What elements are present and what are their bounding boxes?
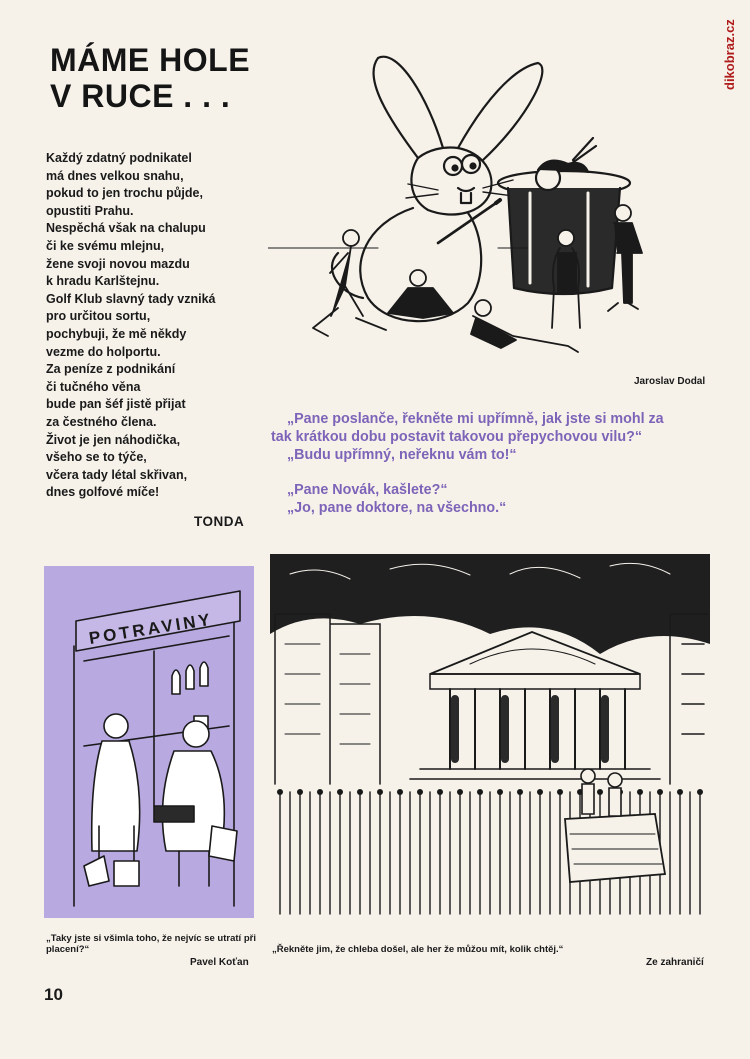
poem-line: má dnes velkou snahu, <box>46 168 184 183</box>
grocery-illustration <box>44 566 254 918</box>
poem-line: bude pan šéf jistě přijat <box>46 397 186 412</box>
poem-line: Každý zdatný podnikatel <box>46 151 192 165</box>
cartoon-credit: Pavel Koťan <box>190 957 249 968</box>
poem-line: žene svoji novou mazdu <box>46 256 190 271</box>
poem-line: všeho se to týče, <box>46 450 147 465</box>
poem-line: za čestného člena. <box>46 414 157 429</box>
poem-line: či ke svému mlejnu, <box>46 238 165 253</box>
article-title <box>50 42 250 114</box>
store-sign-text: POTRAVINY <box>87 609 215 648</box>
cartoon-credit: Ze zahraničí <box>646 957 704 968</box>
poem-author: TONDA <box>194 514 245 529</box>
joke-line: tak krátkou dobu postavit takovou přepychovou vilu?“ <box>271 429 642 445</box>
poem <box>46 150 276 502</box>
poem-line: Golf Klub slavný tady vzniká <box>46 291 216 306</box>
poem-line: Nespěchá však na chalupu <box>46 221 206 236</box>
cartoon-caption: „Taky jste si všimla toho, že nejvíc se utratí při placení?“ <box>46 933 256 955</box>
poem-line: pochybuji, že mě někdy <box>46 326 187 341</box>
poem-line: Život je jen náhodička, <box>46 432 181 447</box>
poem-line: opustiti Prahu. <box>46 203 134 218</box>
page-number: 10 <box>44 985 63 1004</box>
rabbit-magician-cartoon <box>268 48 668 378</box>
poem-line: včera tady létal skřivan, <box>46 467 188 482</box>
cartoon-credit: Jaroslav Dodal <box>634 376 706 387</box>
poem-line: k hradu Karlštejnu. <box>46 274 160 289</box>
cartoon-caption: „Řekněte jim, že chleba došel, ale her že můžou mít, kolik chtěj.“ <box>272 944 564 955</box>
joke-line: „Jo, pane doktore, na všechno.“ <box>287 500 507 516</box>
title-line-2: V RUCE . . . <box>50 78 231 114</box>
joke-line: „Pane poslanče, řekněte mi upřímně, jak jste si mohl za <box>287 411 664 427</box>
poem-line: pokud to jen trochu půjde, <box>46 186 203 201</box>
poem-line: pro určitou sortu, <box>46 309 151 324</box>
crowd-temple-cartoon <box>270 554 710 934</box>
poem-line: vezme do holportu. <box>46 344 161 359</box>
poem-line: dnes golfové míče! <box>46 485 160 500</box>
joke-line: „Pane Novák, kašlete?“ <box>287 482 448 498</box>
poem-line: Za peníze z podnikání <box>46 362 176 377</box>
title-line-1: MÁME HOLE <box>50 42 251 78</box>
joke-line: „Budu upřímný, neřeknu vám to!“ <box>287 447 517 463</box>
poem-line: či tučného věna <box>46 379 141 394</box>
watermark-text: dikobraz.cz <box>722 19 737 90</box>
grocery-cartoon <box>44 566 254 918</box>
